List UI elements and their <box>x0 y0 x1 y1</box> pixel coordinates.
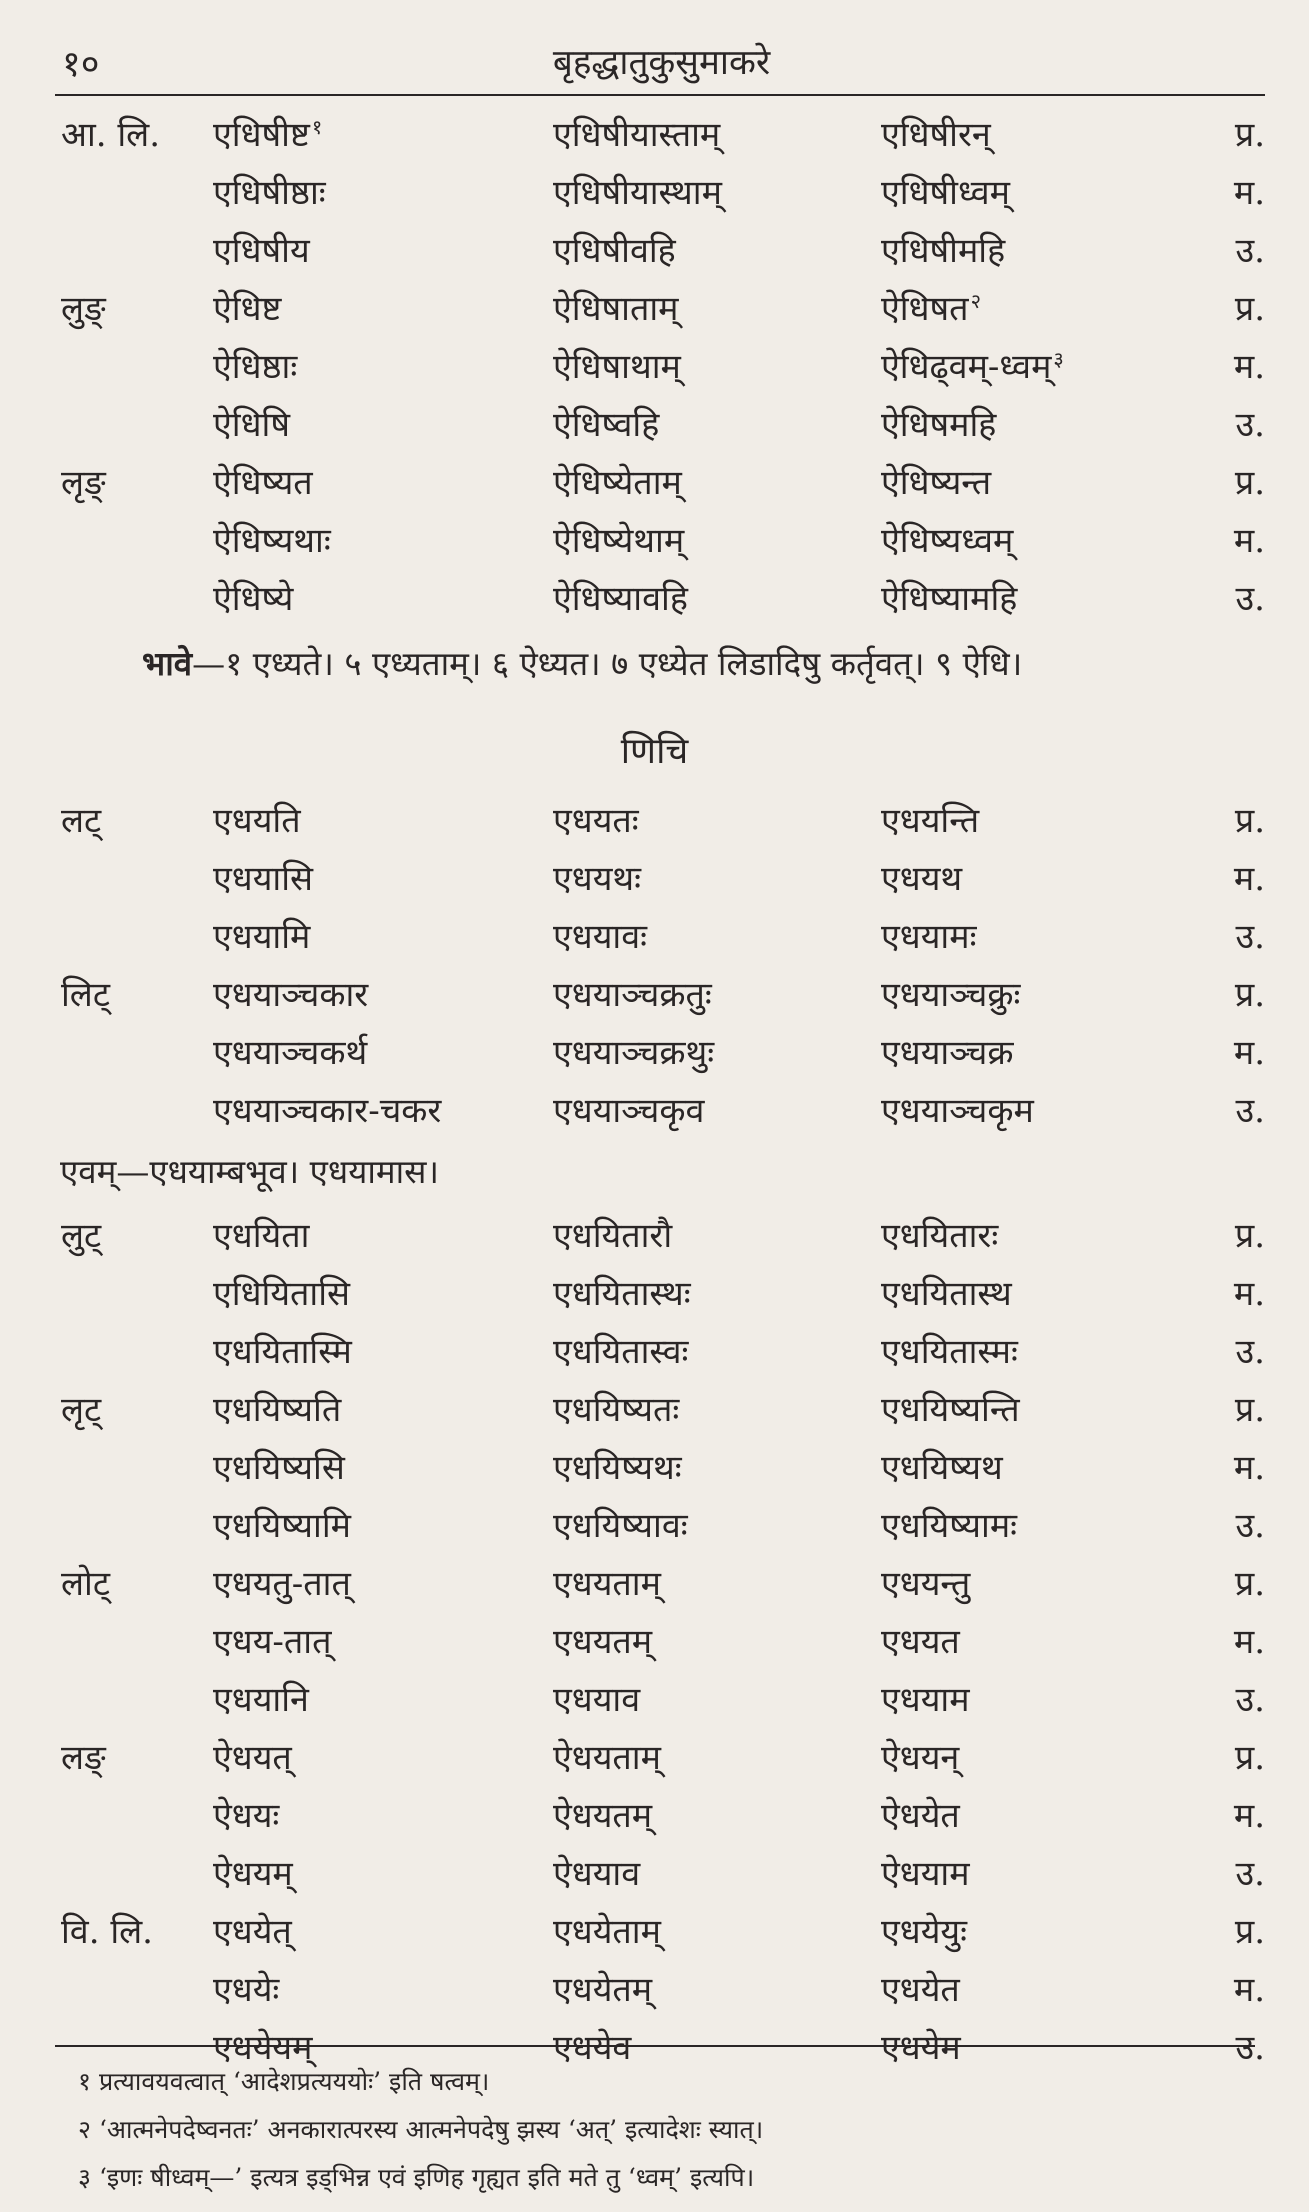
conjugation-row <box>55 162 1265 220</box>
footnote-item: २ ‘आत्मनेपदेष्वनतः’ अनकारात्परस्य आत्मनेपदेषु झस्य ‘अत्’ इत्यादेशः स्यात्। <box>78 2115 764 2144</box>
form-plural: ऐधिष्यन्त <box>881 463 992 503</box>
form-dual: एधयाञ्चक्रथुः <box>553 1033 715 1073</box>
person-label: म. <box>1233 1622 1265 1662</box>
conjugation-row <box>55 1080 1265 1138</box>
form-singular: ऐधयः <box>213 1796 280 1836</box>
person-label: म. <box>1233 1970 1265 2010</box>
form-plural: एधयत <box>881 1622 960 1662</box>
conjugation-row <box>55 1022 1265 1080</box>
person-label: म. <box>1233 1796 1265 1836</box>
conjugation-row <box>55 394 1265 452</box>
form-singular: एधयाञ्चकार <box>213 975 369 1015</box>
form-singular: ऐधिष्यत <box>213 463 313 503</box>
person-label: उ. <box>1235 1680 1265 1720</box>
form-plural: एधिषीमहि <box>881 231 1006 271</box>
conjugation-row <box>55 1785 1265 1843</box>
person-label: म. <box>1233 859 1265 899</box>
form-plural: ऐधिष्यामहि <box>881 579 1018 619</box>
form-plural: एधयितास्मः <box>881 1332 1018 1372</box>
form-dual: एधयितास्वः <box>553 1332 689 1372</box>
conjugation-row <box>55 1959 1265 2017</box>
form-singular: ऐधिषि <box>213 405 290 445</box>
conjugation-row <box>55 1321 1265 1379</box>
conjugation-row <box>55 336 1265 394</box>
form-plural: एधयाञ्चक्रुः <box>881 975 1021 1015</box>
form-singular: एधयामि <box>213 917 311 957</box>
lakara-label: लृट् <box>61 1390 102 1430</box>
form-dual: ऐधिष्येथाम् <box>553 521 685 561</box>
person-label: प्र. <box>1234 801 1265 841</box>
form-singular: एधयिता <box>213 1216 310 1256</box>
form-plural: एधिषीरन् <box>881 115 991 155</box>
form-dual: एधयेतम् <box>553 1970 653 2010</box>
form-singular: एधिषीय <box>213 231 310 271</box>
person-label: म. <box>1233 521 1265 561</box>
form-plural: एधिषीध्वम् <box>881 173 1010 213</box>
form-plural: ऐधिष्यध्वम् <box>881 521 1014 561</box>
person-label: उ. <box>1235 231 1265 271</box>
conjugation-row <box>55 1495 1265 1553</box>
form-dual: एधयेव <box>553 2028 632 2068</box>
person-label: उ. <box>1235 579 1265 619</box>
footnote-marker: २ <box>970 288 981 313</box>
person-label: उ. <box>1235 2028 1265 2068</box>
person-label: म. <box>1233 1448 1265 1488</box>
form-plural: एधयाञ्चकृम <box>881 1091 1034 1131</box>
conjugation-row <box>55 278 1265 336</box>
person-label: उ. <box>1235 1506 1265 1546</box>
lakara-label: लिट् <box>61 975 110 1015</box>
form-dual: एधयावः <box>553 917 648 957</box>
person-label: म. <box>1233 1033 1265 1073</box>
footnote-rule <box>55 2045 1255 2047</box>
form-dual: ऐधिष्यावहि <box>553 579 688 619</box>
form-plural: ऐधिढ्वम्-ध्वम् $^३$ <box>881 346 1064 387</box>
evam-note: एवम्—एधयाम्बभूव। एधयामास। <box>60 1152 440 1191</box>
conjugation-block-nic <box>55 790 1265 1138</box>
lakara-label: लुङ् <box>61 289 106 329</box>
person-label: म. <box>1233 173 1265 213</box>
person-label: प्र. <box>1234 289 1265 329</box>
form-plural: एधयिष्यामः <box>881 1506 1018 1546</box>
conjugation-row <box>55 1263 1265 1321</box>
form-dual: ऐधिषाथाम् <box>553 347 681 387</box>
conjugation-row <box>55 906 1265 964</box>
bhave-text: —१ एध्यते। ५ एध्यताम्। ६ ऐध्यत। ७ एध्येत लिडादिषु कर्तृवत्। ९ ऐधि। <box>192 644 1023 683</box>
conjugation-row <box>55 1727 1265 1785</box>
conjugation-row <box>55 1379 1265 1437</box>
person-label: उ. <box>1235 917 1265 957</box>
person-label: उ. <box>1235 1854 1265 1894</box>
form-dual: एधयथः <box>553 859 642 899</box>
form-singular: ऐधयत् <box>213 1738 292 1778</box>
page-number: १० <box>62 44 100 85</box>
form-singular: ऐधिष्ट <box>213 289 282 329</box>
form-plural: ऐधिषत $^२$ <box>881 288 981 329</box>
form-singular: एधय-तात् <box>213 1622 332 1662</box>
form-singular: एधयिष्यामि <box>213 1506 351 1546</box>
form-plural: ऐधयाम <box>881 1854 970 1894</box>
person-label: उ. <box>1235 1091 1265 1131</box>
form-dual: एधिषीवहि <box>553 231 676 271</box>
person-label: प्र. <box>1234 115 1265 155</box>
form-plural: ऐधिषमहि <box>881 405 997 445</box>
form-dual: ऐधिष्वहि <box>553 405 660 445</box>
conjugation-block-nic-continued <box>55 1205 1265 2075</box>
form-plural: एधयिष्यथ <box>881 1448 1003 1488</box>
footnote-item: ३ ‘इणः षीध्वम्—’ इत्यत्र इड्भिन्न एवं इणिह गृह्यत इति मते तु ‘ध्वम्’ इत्यपि। <box>78 2163 755 2192</box>
conjugation-row <box>55 1205 1265 1263</box>
nic-heading: णिचि <box>620 731 689 772</box>
bhave-note <box>142 640 1265 685</box>
form-dual: ऐधिषाताम् <box>553 289 679 329</box>
form-plural: एधयन्ति <box>881 801 980 841</box>
footnote-marker: ३ <box>1053 346 1064 371</box>
form-dual: ऐधिष्येताम् <box>553 463 682 503</box>
form-singular: एधिषीष्ठाः <box>213 173 326 213</box>
footnote-item: १ प्रत्यावयवत्वात् ‘आदेशप्रत्यययोः’ इति षत्वम्। <box>78 2067 490 2096</box>
lakara-label: आ. लि. <box>61 115 161 155</box>
bhave-label: भावे <box>142 644 193 683</box>
lakara-label: लङ् <box>61 1738 106 1778</box>
form-plural: एधयन्तु <box>881 1564 971 1604</box>
form-plural: एधयितास्थ <box>881 1274 1012 1314</box>
form-singular: एधियितासि <box>213 1274 351 1314</box>
form-dual: एधयेताम् <box>553 1912 661 1952</box>
form-dual: एधयाञ्चकृव <box>553 1091 705 1131</box>
form-plural: एधयामः <box>881 917 977 957</box>
conjugation-row <box>55 220 1265 278</box>
form-dual: एधयताम् <box>553 1564 661 1604</box>
form-dual: एधयाञ्चक्रतुः <box>553 975 712 1015</box>
form-singular: एधयाञ्चकर्थ <box>213 1033 368 1073</box>
form-dual: ऐधयाव <box>553 1854 641 1894</box>
lakara-label: लुट् <box>61 1216 102 1256</box>
form-singular: एधयानि <box>213 1680 309 1720</box>
form-dual: ऐधयताम् <box>553 1738 661 1778</box>
conjugation-row <box>55 452 1265 510</box>
conjugation-row <box>55 1843 1265 1901</box>
conjugation-row <box>55 1437 1265 1495</box>
person-label: प्र. <box>1234 1738 1265 1778</box>
conjugation-row <box>55 568 1265 626</box>
person-label: प्र. <box>1234 1912 1265 1952</box>
conjugation-row <box>55 104 1265 162</box>
form-singular: एधिषीष्ट $^१$ <box>213 114 323 155</box>
form-dual: एधयाव <box>553 1680 641 1720</box>
lakara-label: लृङ् <box>61 463 106 503</box>
form-dual: एधयतः <box>553 801 639 841</box>
person-label: प्र. <box>1234 1564 1265 1604</box>
form-singular: ऐधिष्ये <box>213 579 294 619</box>
conjugation-row <box>55 1553 1265 1611</box>
form-dual: एधयिष्यथः <box>553 1448 682 1488</box>
form-singular: एधयेयम् <box>213 2028 313 2068</box>
form-plural: एधयथ <box>881 859 963 899</box>
form-plural: एधयितारः <box>881 1216 999 1256</box>
form-dual: एधिषीयास्ताम् <box>553 115 721 155</box>
form-singular: एधयेः <box>213 1970 280 2010</box>
conjugation-row <box>55 848 1265 906</box>
running-title: बृहद्धातुकुसुमाकरे <box>552 43 771 83</box>
form-dual: एधयिष्यावः <box>553 1506 688 1546</box>
conjugation-block-atmanepada <box>55 104 1265 626</box>
form-plural: एधयेयुः <box>881 1912 968 1952</box>
lakara-label: लट् <box>61 801 102 841</box>
form-dual: ऐधयतम् <box>553 1796 653 1836</box>
conjugation-row <box>55 510 1265 568</box>
form-dual: एधयितास्थः <box>553 1274 691 1314</box>
form-singular: ऐधयम् <box>213 1854 293 1894</box>
conjugation-row <box>55 964 1265 1022</box>
form-singular: एधयितास्मि <box>213 1332 352 1372</box>
person-label: म. <box>1233 347 1265 387</box>
page-header <box>62 38 1261 96</box>
form-singular: एधयिष्यति <box>213 1390 342 1430</box>
form-dual: एधयतम् <box>553 1622 653 1662</box>
lakara-label: वि. लि. <box>61 1912 153 1952</box>
person-label: प्र. <box>1234 1390 1265 1430</box>
form-plural: एधयेत <box>881 1970 960 2010</box>
form-singular: एधयतु-तात् <box>213 1564 351 1604</box>
form-plural: ऐधयेत <box>881 1796 960 1836</box>
form-singular: ऐधिष्यथाः <box>213 521 331 561</box>
form-singular: एधयिष्यसि <box>213 1448 345 1488</box>
form-singular: एधयेत् <box>213 1912 292 1952</box>
header-rule <box>55 94 1265 96</box>
person-label: प्र. <box>1234 463 1265 503</box>
person-label: प्र. <box>1234 975 1265 1015</box>
conjugation-row <box>55 1669 1265 1727</box>
conjugation-row <box>55 1901 1265 1959</box>
conjugation-row <box>55 1611 1265 1669</box>
footnote-marker: १ <box>311 114 323 139</box>
form-singular: एधयाञ्चकार-चकर <box>213 1091 442 1131</box>
person-label: उ. <box>1235 405 1265 445</box>
person-label: म. <box>1233 1274 1265 1314</box>
form-dual: एधिषीयास्थाम् <box>553 173 722 213</box>
footnotes <box>78 2058 1265 2202</box>
form-dual: एधयिष्यतः <box>553 1390 680 1430</box>
form-plural: एधयाञ्चक्र <box>881 1033 1014 1073</box>
person-label: प्र. <box>1234 1216 1265 1256</box>
form-dual: एधयितारौ <box>553 1216 673 1256</box>
form-plural: एधयाम <box>881 1680 970 1720</box>
form-plural: एधयिष्यन्ति <box>881 1390 1020 1430</box>
form-singular: एधयासि <box>213 859 314 899</box>
form-plural: एधयेम <box>881 2028 961 2068</box>
conjugation-row <box>55 790 1265 848</box>
lakara-label: लोट् <box>61 1564 110 1604</box>
form-plural: ऐधयन् <box>881 1738 960 1778</box>
person-label: उ. <box>1235 1332 1265 1372</box>
form-singular: एधयति <box>213 801 301 841</box>
form-singular: ऐधिष्ठाः <box>213 347 298 387</box>
